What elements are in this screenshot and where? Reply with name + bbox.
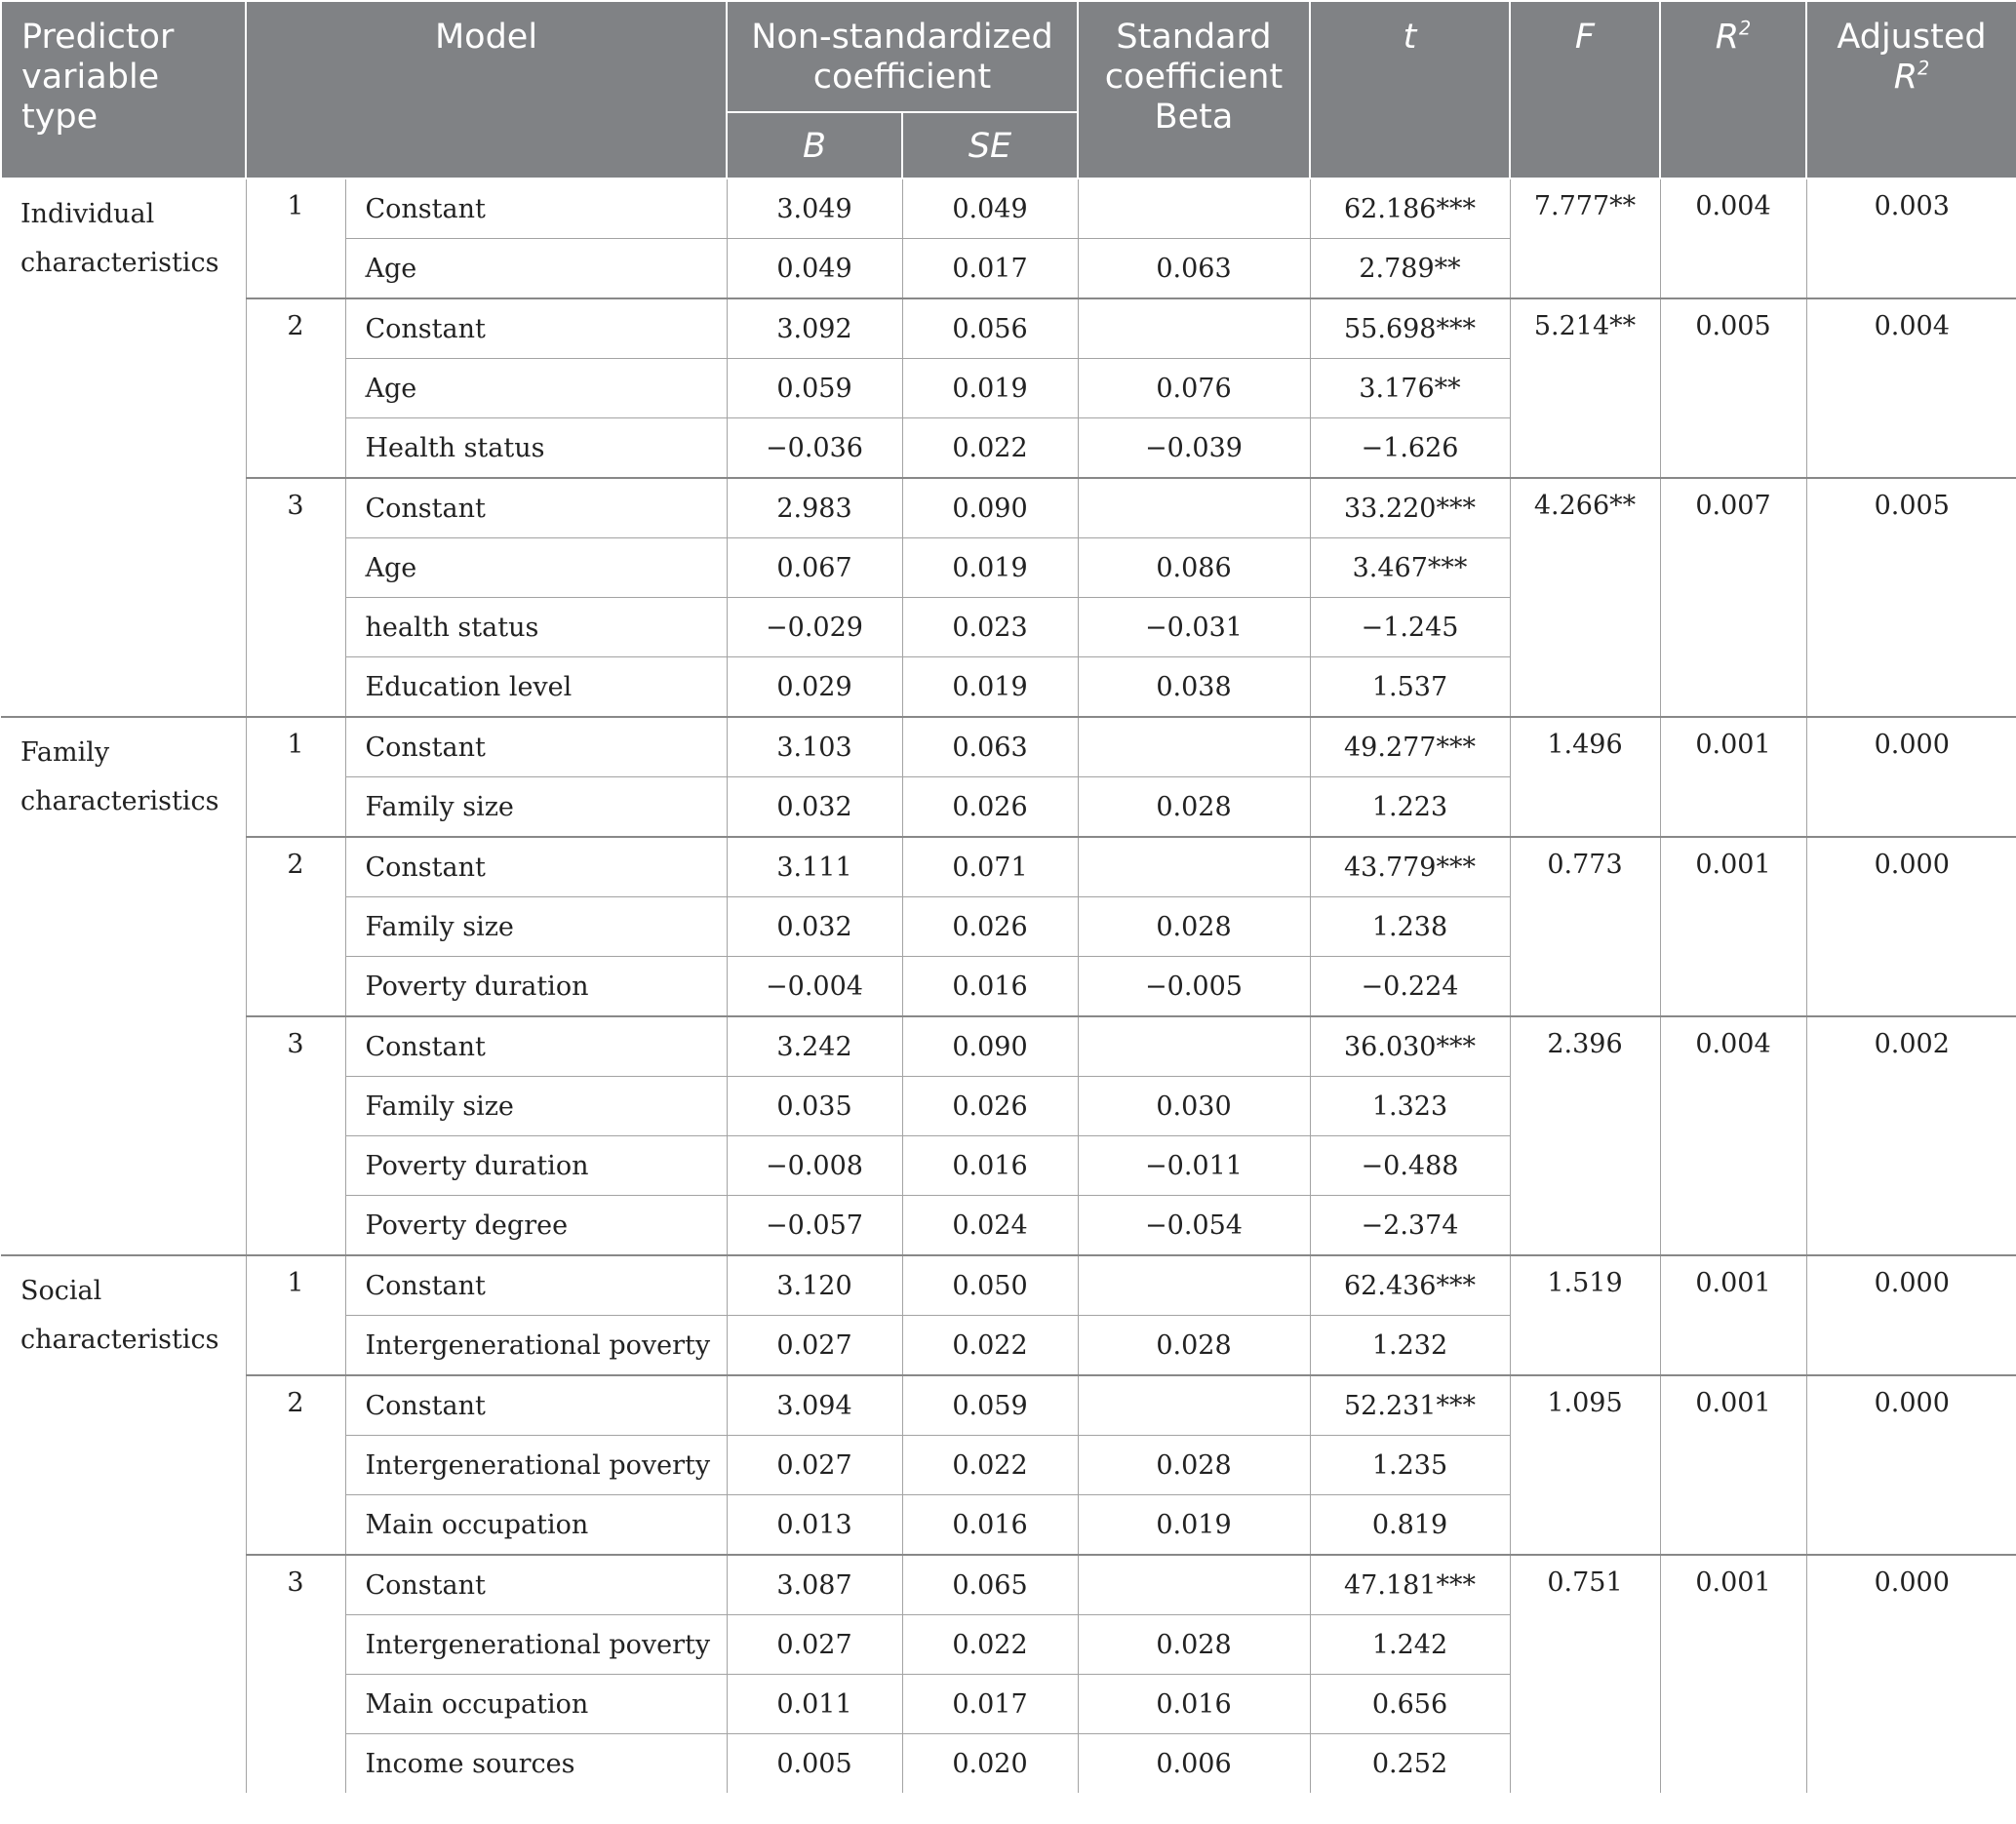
r2-value: 0.004 — [1660, 178, 1806, 298]
coef-beta: −0.054 — [1078, 1196, 1310, 1256]
coef-b: 0.067 — [727, 538, 902, 598]
coef-se: 0.017 — [902, 239, 1078, 299]
r2-value: 0.005 — [1660, 298, 1806, 478]
coef-se: 0.059 — [902, 1375, 1078, 1436]
variable-name: Constant — [345, 717, 727, 777]
coef-beta — [1078, 178, 1310, 239]
coef-beta: 0.030 — [1078, 1077, 1310, 1136]
t-value: 1.537 — [1310, 657, 1510, 718]
coef-beta — [1078, 1555, 1310, 1615]
coef-b: 3.049 — [727, 178, 902, 239]
header-f: F — [1510, 1, 1660, 178]
t-value: 0.252 — [1310, 1734, 1510, 1794]
header-b: B — [727, 112, 902, 178]
coef-se: 0.022 — [902, 1316, 1078, 1376]
coef-b: 0.032 — [727, 897, 902, 957]
coef-b: 3.120 — [727, 1255, 902, 1316]
t-value: 62.436*** — [1310, 1255, 1510, 1316]
coef-beta — [1078, 1016, 1310, 1077]
table-row — [1, 837, 2016, 897]
coef-b: −0.029 — [727, 598, 902, 657]
header-r2-base: R — [1715, 18, 1740, 57]
coef-beta: −0.005 — [1078, 957, 1310, 1017]
model-number: 2 — [246, 1375, 345, 1555]
table-body — [1, 178, 2016, 1793]
coef-b: 0.032 — [727, 777, 902, 838]
coef-beta: −0.039 — [1078, 418, 1310, 479]
t-value: −1.626 — [1310, 418, 1510, 479]
coef-beta: 0.028 — [1078, 1436, 1310, 1495]
f-value: 4.266** — [1510, 478, 1660, 717]
coef-b: 0.027 — [727, 1436, 902, 1495]
model-number: 3 — [246, 478, 345, 717]
header-adjusted-r2 — [1806, 1, 2016, 178]
variable-name: Constant — [345, 1016, 727, 1077]
coef-b: 2.983 — [727, 478, 902, 538]
coef-beta — [1078, 1255, 1310, 1316]
variable-name: Constant — [345, 1555, 727, 1615]
t-value: 47.181*** — [1310, 1555, 1510, 1615]
coef-beta: 0.086 — [1078, 538, 1310, 598]
coef-se: 0.050 — [902, 1255, 1078, 1316]
coef-se: 0.026 — [902, 1077, 1078, 1136]
coef-beta: 0.006 — [1078, 1734, 1310, 1794]
adjusted-r2-value: 0.000 — [1806, 1375, 2016, 1555]
variable-name: Constant — [345, 837, 727, 897]
f-value: 7.777** — [1510, 178, 1660, 298]
coef-se: 0.016 — [902, 957, 1078, 1017]
coef-se: 0.049 — [902, 178, 1078, 239]
f-value: 1.519 — [1510, 1255, 1660, 1375]
coef-se: 0.022 — [902, 1436, 1078, 1495]
variable-name: Main occupation — [345, 1675, 727, 1734]
coef-beta: 0.028 — [1078, 897, 1310, 957]
t-value: 1.223 — [1310, 777, 1510, 838]
f-value: 1.496 — [1510, 717, 1660, 837]
coef-beta: 0.063 — [1078, 239, 1310, 299]
coef-b: 0.011 — [727, 1675, 902, 1734]
coef-b: 0.059 — [727, 359, 902, 418]
variable-name: Health status — [345, 418, 727, 479]
variable-name: Intergenerational poverty — [345, 1615, 727, 1675]
t-value: 3.176** — [1310, 359, 1510, 418]
coef-beta: −0.011 — [1078, 1136, 1310, 1196]
header-nonstandardized: Non-standardized coefficient — [727, 1, 1078, 112]
coef-beta — [1078, 298, 1310, 359]
coef-se: 0.090 — [902, 1016, 1078, 1077]
t-value: −0.488 — [1310, 1136, 1510, 1196]
t-value: 0.656 — [1310, 1675, 1510, 1734]
model-number: 1 — [246, 1255, 345, 1375]
f-value: 1.095 — [1510, 1375, 1660, 1555]
r2-value: 0.001 — [1660, 1255, 1806, 1375]
coef-beta: 0.019 — [1078, 1495, 1310, 1556]
variable-name: Constant — [345, 298, 727, 359]
variable-name: Poverty duration — [345, 957, 727, 1017]
t-value: 1.323 — [1310, 1077, 1510, 1136]
t-value: 2.789** — [1310, 239, 1510, 299]
coef-b: 3.242 — [727, 1016, 902, 1077]
coef-se: 0.026 — [902, 897, 1078, 957]
coef-b: 3.092 — [727, 298, 902, 359]
coef-beta: 0.076 — [1078, 359, 1310, 418]
table-row — [1, 1375, 2016, 1436]
variable-name: Family size — [345, 1077, 727, 1136]
coef-b: 0.005 — [727, 1734, 902, 1794]
header-standard-beta: Standard coefficient Beta — [1078, 1, 1310, 178]
coef-b: 0.013 — [727, 1495, 902, 1556]
coef-se: 0.022 — [902, 418, 1078, 479]
coef-b: −0.057 — [727, 1196, 902, 1256]
coef-b: 3.111 — [727, 837, 902, 897]
coef-se: 0.019 — [902, 538, 1078, 598]
coef-beta — [1078, 478, 1310, 538]
table-row — [1, 1016, 2016, 1077]
variable-name: Constant — [345, 478, 727, 538]
coef-se: 0.071 — [902, 837, 1078, 897]
coef-se: 0.023 — [902, 598, 1078, 657]
coef-beta — [1078, 1375, 1310, 1436]
predictor-group-label: Social characteristics — [1, 1255, 246, 1793]
t-value: 33.220*** — [1310, 478, 1510, 538]
r2-value: 0.001 — [1660, 1375, 1806, 1555]
t-value: 62.186*** — [1310, 178, 1510, 239]
coef-b: −0.036 — [727, 418, 902, 479]
header-adjusted-r-sup: 2 — [1917, 57, 1930, 80]
table-row — [1, 1555, 2016, 1615]
variable-name: Poverty degree — [345, 1196, 727, 1256]
variable-name: Intergenerational poverty — [345, 1316, 727, 1376]
r2-value: 0.004 — [1660, 1016, 1806, 1255]
coef-beta: 0.028 — [1078, 1615, 1310, 1675]
t-value: −1.245 — [1310, 598, 1510, 657]
t-value: 1.232 — [1310, 1316, 1510, 1376]
variable-name: Age — [345, 359, 727, 418]
variable-name: Age — [345, 538, 727, 598]
t-value: 1.238 — [1310, 897, 1510, 957]
t-value: 36.030*** — [1310, 1016, 1510, 1077]
predictor-group-label: Individual characteristics — [1, 178, 246, 717]
adjusted-r2-value: 0.000 — [1806, 837, 2016, 1016]
coef-se: 0.026 — [902, 777, 1078, 838]
header-r2-sup: 2 — [1739, 17, 1752, 40]
coef-se: 0.063 — [902, 717, 1078, 777]
table-row — [1, 478, 2016, 538]
coef-se: 0.022 — [902, 1615, 1078, 1675]
variable-name: health status — [345, 598, 727, 657]
variable-name: Education level — [345, 657, 727, 718]
coef-beta — [1078, 717, 1310, 777]
r2-value: 0.001 — [1660, 1555, 1806, 1793]
adjusted-r2-value: 0.002 — [1806, 1016, 2016, 1255]
coef-b: 0.027 — [727, 1615, 902, 1675]
model-number: 2 — [246, 298, 345, 478]
coef-se: 0.016 — [902, 1136, 1078, 1196]
t-value: −2.374 — [1310, 1196, 1510, 1256]
model-number: 1 — [246, 717, 345, 837]
adjusted-r2-value: 0.004 — [1806, 298, 2016, 478]
model-number: 3 — [246, 1016, 345, 1255]
t-value: 1.235 — [1310, 1436, 1510, 1495]
f-value: 2.396 — [1510, 1016, 1660, 1255]
table-row — [1, 178, 2016, 239]
coef-beta: −0.031 — [1078, 598, 1310, 657]
variable-name: Constant — [345, 1375, 727, 1436]
t-value: 43.779*** — [1310, 837, 1510, 897]
adjusted-r2-value: 0.003 — [1806, 178, 2016, 298]
table-header — [1, 1, 2016, 178]
coef-b: 0.029 — [727, 657, 902, 718]
coef-b: −0.008 — [727, 1136, 902, 1196]
coef-b: 0.049 — [727, 239, 902, 299]
table-row — [1, 298, 2016, 359]
model-number: 2 — [246, 837, 345, 1016]
variable-name: Poverty duration — [345, 1136, 727, 1196]
variable-name: Income sources — [345, 1734, 727, 1794]
variable-name: Family size — [345, 777, 727, 838]
header-se: SE — [902, 112, 1078, 178]
r2-value: 0.001 — [1660, 837, 1806, 1016]
t-value: −0.224 — [1310, 957, 1510, 1017]
variable-name: Age — [345, 239, 727, 299]
f-value: 0.751 — [1510, 1555, 1660, 1793]
variable-name: Constant — [345, 1255, 727, 1316]
coef-se: 0.090 — [902, 478, 1078, 538]
coef-b: 0.027 — [727, 1316, 902, 1376]
adjusted-r2-value: 0.000 — [1806, 717, 2016, 837]
r2-value: 0.001 — [1660, 717, 1806, 837]
t-value: 55.698*** — [1310, 298, 1510, 359]
t-value: 49.277*** — [1310, 717, 1510, 777]
header-adjusted-label: Adjusted — [1837, 18, 1987, 57]
header-t: t — [1310, 1, 1510, 178]
coef-se: 0.019 — [902, 359, 1078, 418]
coef-se: 0.020 — [902, 1734, 1078, 1794]
coef-b: 3.094 — [727, 1375, 902, 1436]
variable-name: Intergenerational poverty — [345, 1436, 727, 1495]
f-value: 0.773 — [1510, 837, 1660, 1016]
t-value: 3.467*** — [1310, 538, 1510, 598]
coef-beta: 0.028 — [1078, 777, 1310, 838]
coef-se: 0.019 — [902, 657, 1078, 718]
variable-name: Main occupation — [345, 1495, 727, 1556]
coef-beta: 0.028 — [1078, 1316, 1310, 1376]
table-row — [1, 1255, 2016, 1316]
r2-value: 0.007 — [1660, 478, 1806, 717]
t-value: 52.231*** — [1310, 1375, 1510, 1436]
coef-b: −0.004 — [727, 957, 902, 1017]
f-value: 5.214** — [1510, 298, 1660, 478]
header-predictor: Predictor variable type — [1, 1, 246, 178]
adjusted-r2-value: 0.000 — [1806, 1555, 2016, 1793]
coef-se: 0.017 — [902, 1675, 1078, 1734]
variable-name: Family size — [345, 897, 727, 957]
model-number: 3 — [246, 1555, 345, 1793]
coef-beta: 0.016 — [1078, 1675, 1310, 1734]
header-model: Model — [246, 1, 727, 178]
t-value: 0.819 — [1310, 1495, 1510, 1556]
coef-beta: 0.038 — [1078, 657, 1310, 718]
coef-b: 3.087 — [727, 1555, 902, 1615]
coef-b: 0.035 — [727, 1077, 902, 1136]
coef-beta — [1078, 837, 1310, 897]
coef-se: 0.056 — [902, 298, 1078, 359]
adjusted-r2-value: 0.005 — [1806, 478, 2016, 717]
predictor-group-label: Family characteristics — [1, 717, 246, 1255]
coef-se: 0.065 — [902, 1555, 1078, 1615]
coef-se: 0.024 — [902, 1196, 1078, 1256]
model-number: 1 — [246, 178, 345, 298]
header-adjusted-r-base: R — [1893, 58, 1918, 97]
t-value: 1.242 — [1310, 1615, 1510, 1675]
coef-b: 3.103 — [727, 717, 902, 777]
variable-name: Constant — [345, 178, 727, 239]
adjusted-r2-value: 0.000 — [1806, 1255, 2016, 1375]
table-row — [1, 717, 2016, 777]
header-r2 — [1660, 1, 1806, 178]
coef-se: 0.016 — [902, 1495, 1078, 1556]
